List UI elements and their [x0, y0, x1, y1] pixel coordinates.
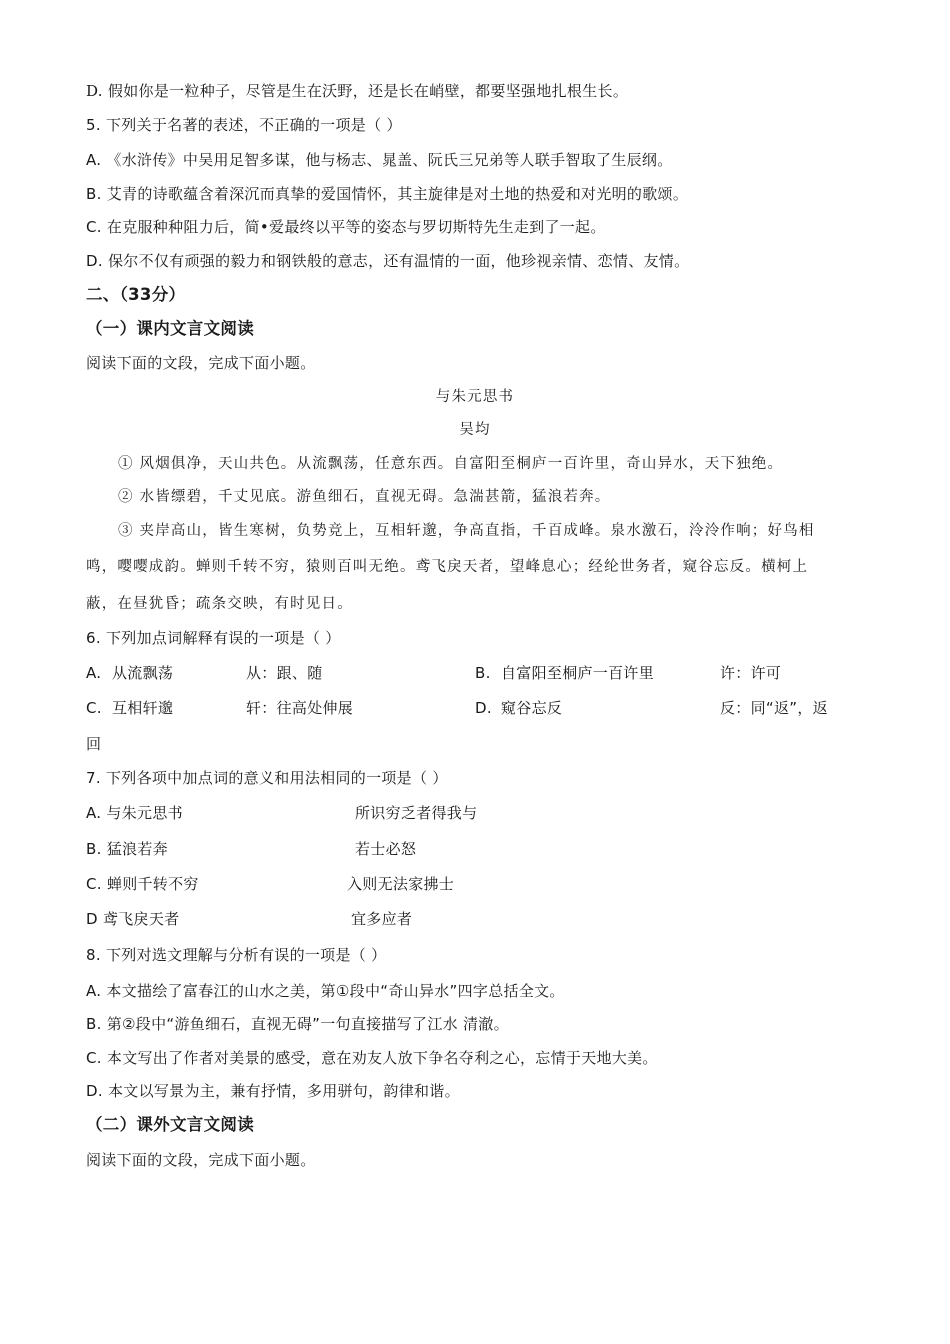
q6-stem: 6. 下列加点词解释有误的一项是（ ） [86, 629, 341, 647]
q7-stem: 7. 下列各项中加点词的意义和用法相同的一项是（ ） [86, 769, 448, 787]
passage-para-2: ② 水皆缥碧，千丈见底。游鱼细石，直视无碍。急湍甚箭，猛浪若奔。 [118, 489, 611, 505]
part1-instruction: 阅读下面的文段，完成下面小题。 [86, 354, 316, 372]
passage-para-1: ① 风烟俱净，天山共色。从流飘荡，任意东西。自富阳至桐庐一百许里，奇山异水，天下独绝。 [118, 456, 784, 472]
q8-option-c: C. 本文写出了作者对美景的感受，意在劝友人放下争名夺利之心，忘情于天地大美。 [86, 1049, 658, 1067]
q7-d-right: 宜多应者 [351, 910, 413, 928]
q5-option-b: B. 艾青的诗歌蕴含着深沉而真挚的爱国情怀，其主旋律是对土地的热爱和对光明的歌颂。 [86, 185, 689, 203]
q5-stem: 5. 下列关于名著的表述，不正确的一项是（ ） [86, 116, 402, 134]
q6-a-label: A. [86, 664, 102, 682]
passage-title: 与朱元思书 [435, 389, 515, 405]
q6-c-label: C. [86, 699, 102, 717]
q7-a-right: 所识穷乏者得我与 [355, 804, 478, 822]
q6-d-explanation-continued: 回 [86, 735, 102, 753]
q6-d-explanation: 反：同“返”，返 [720, 699, 828, 717]
q7-c-right: 入则无法家拂士 [347, 875, 455, 893]
part2-heading: （二）课外文言文阅读 [86, 1115, 254, 1134]
section-heading: 二、（33分） [86, 285, 186, 304]
q5-option-c: C. 在克服种种阻力后，简•爱最终以平等的姿态与罗切斯特先生走到了一起。 [86, 218, 606, 236]
q6-a-text: 从流飘荡 [112, 664, 174, 682]
part1-heading: （一）课内文言文阅读 [86, 319, 254, 338]
q7-b-right: 若士必怒 [355, 840, 417, 858]
q6-a-explanation: 从：跟、随 [246, 664, 323, 682]
passage-author: 吴均 [459, 422, 491, 438]
q7-b-left: B. 猛浪若奔 [86, 840, 168, 858]
q6-c-explanation: 轩：往高处伸展 [246, 699, 354, 717]
q6-d-text: 窥谷忘反 [501, 699, 563, 717]
q6-b-label: B. [475, 664, 491, 682]
q4-option-d: D. 假如你是一粒种子，尽管是生在沃野，还是长在峭壁，都要坚强地扎根生长。 [86, 82, 629, 100]
q8-option-b: B. 第②段中“游鱼细石，直视无碍”一句直接描写了江水 清澈。 [86, 1015, 509, 1033]
q8-option-d: D. 本文以写景为主，兼有抒情，多用骈句，韵律和谐。 [86, 1082, 460, 1100]
q6-c-text: 互相轩邈 [112, 699, 174, 717]
q8-option-a: A. 本文描绘了富春江的山水之美，第①段中“奇山异水”四字总括全文。 [86, 982, 565, 1000]
q7-d-left: D 鸢飞戾天者 [86, 910, 180, 928]
passage-para-3-line-3: 蔽，在昼犹昏；疏条交映，有时见日。 [86, 596, 353, 612]
q8-stem: 8. 下列对选文理解与分析有误的一项是（ ） [86, 946, 387, 964]
q6-d-label: D. [475, 699, 492, 717]
q7-c-left: C. 蝉则千转不穷 [86, 875, 199, 893]
q7-a-left: A. 与朱元思书 [86, 804, 183, 822]
passage-para-3-line-2: 鸣，嘤嘤成韵。蝉则千转不穷，猿则百叫无绝。鸢飞戾天者，望峰息心；经纶世务者，窥谷忘反。横柯上 [86, 559, 809, 575]
passage-para-3-line-1: ③ 夹岸高山，皆生寒树，负势竞上，互相轩邈，争高直指，千百成峰。泉水激石，泠泠作响；好鸟相 [118, 523, 815, 539]
q6-b-text: 自富阳至桐庐一百许里 [501, 664, 655, 682]
q5-option-a: A. 《水浒传》中吴用足智多谋，他与杨志、晁盖、阮氏三兄弟等人联手智取了生辰纲。 [86, 151, 673, 169]
q6-b-explanation: 许：许可 [720, 664, 782, 682]
q5-option-d: D. 保尔不仅有顽强的毅力和钢铁般的意志，还有温情的一面，他珍视亲情、恋情、友情。 [86, 252, 690, 270]
part2-instruction: 阅读下面的文段，完成下面小题。 [86, 1151, 316, 1169]
